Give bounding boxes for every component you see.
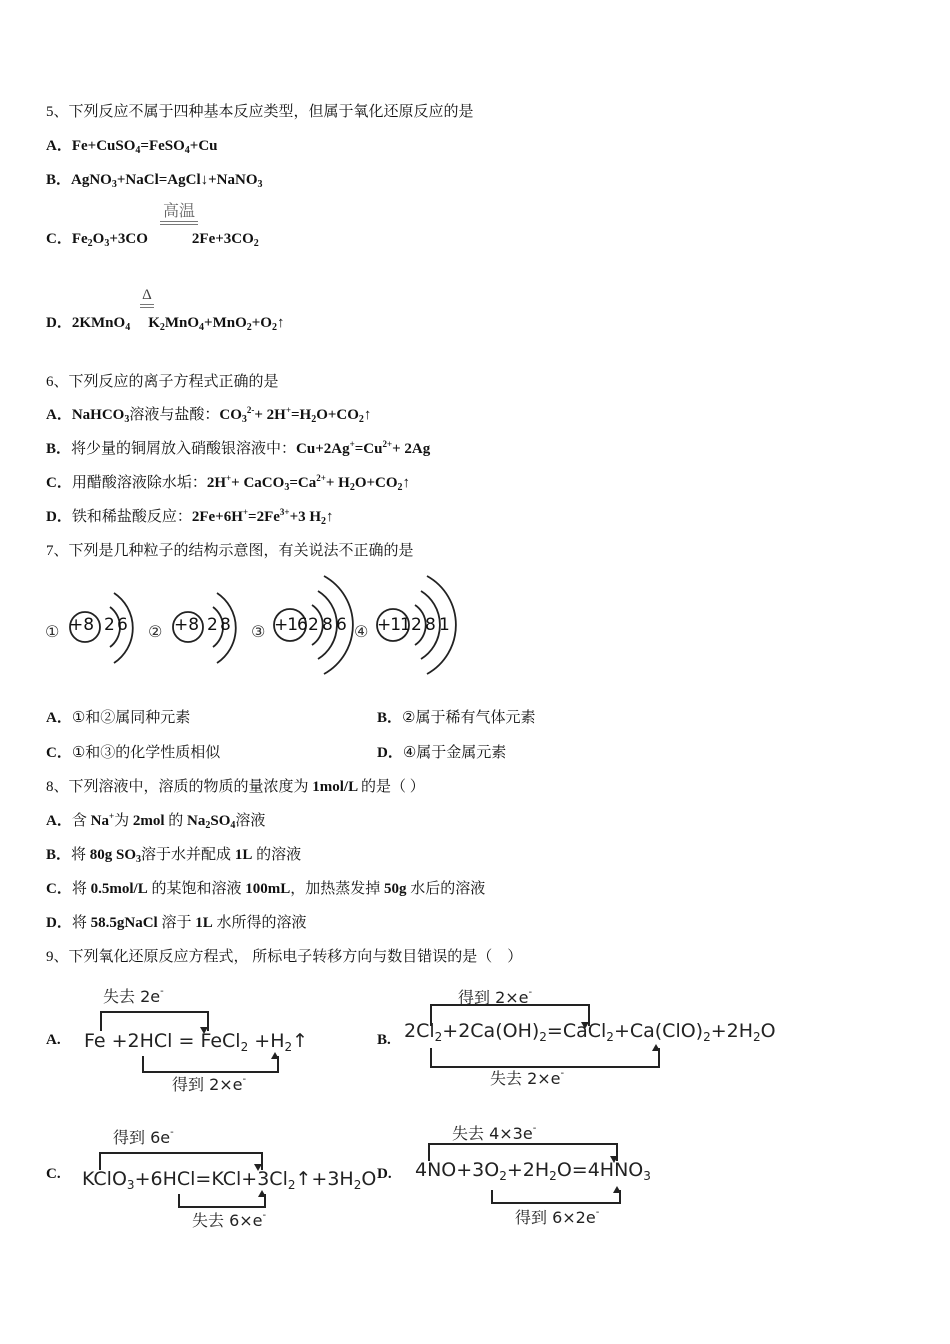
q5-option-b[interactable] xyxy=(46,170,263,190)
option-text: ①和③的化学性质相似 xyxy=(71,745,221,761)
electron-transfer-bracket-bottom xyxy=(142,1056,279,1073)
option-text: 将 0.5mol/L 的某饱和溶液 100mL，加热蒸发掉 50g 水后的溶液 xyxy=(71,881,486,897)
option-label: C． xyxy=(46,475,72,491)
q6-option-b[interactable] xyxy=(46,439,430,459)
question-5-stem: 5、下列反应不属于四种基本反应类型，但属于氧化还原反应的是 xyxy=(46,104,474,120)
nucleus-charge: +8 xyxy=(174,615,200,635)
reaction-condition-heat: Δ xyxy=(140,287,154,308)
nucleus-charge: +16 xyxy=(274,615,307,635)
particle-index: ② xyxy=(148,622,163,641)
q6-option-a[interactable] xyxy=(46,405,371,425)
option-label: D． xyxy=(377,745,403,761)
shell-electrons: 8 xyxy=(425,615,436,635)
option-text: 含 Na+为 2mol 的 $Na_2SO_4$溶液 xyxy=(71,811,266,831)
q6-option-c[interactable] xyxy=(46,473,410,493)
shell-electrons: 6 xyxy=(117,615,128,635)
particle-index: ① xyxy=(45,622,60,641)
shell-electrons: 2 xyxy=(104,615,115,635)
electron-transfer-top-label: 失去 2e- xyxy=(103,986,164,1006)
option-label: D. xyxy=(377,1166,392,1182)
formula-right: $K_2MnO_4+MnO_2+O_2↑$ xyxy=(148,315,285,333)
particle-index: ③ xyxy=(251,622,266,641)
formula-right: $2Fe+3CO_2$ xyxy=(191,231,259,249)
electron-transfer-bottom-label: 得到 6×2e- xyxy=(515,1207,600,1227)
redox-equation: Fe +2HCl = FeCl$_2$ $+H_2↑$ xyxy=(84,1030,309,1054)
subscript: 3 xyxy=(124,414,130,425)
question-9-stem: 9、下列氧化还原反应方程式， 所标电子转移方向与数目错误的是（ ） xyxy=(46,949,523,965)
q8-option-a[interactable] xyxy=(46,811,265,831)
ionic-equation: $CO_3^{2-}+$ $2H^+=H_2O+CO_2↑$ xyxy=(219,405,372,425)
arrow-up-icon xyxy=(271,1052,279,1059)
electron-transfer-bottom-label: 失去 6×e- xyxy=(192,1210,267,1230)
shell-electrons: 2 xyxy=(411,615,422,635)
formula: AgNO$_3$+NaCl=AgCl↓+NaNO$_3$ xyxy=(71,172,263,190)
option-label: C． xyxy=(46,745,72,761)
formula: NaHCO xyxy=(71,407,125,423)
question-7-stem: 7、下列是几种粒子的结构示意图，有关说法不正确的是 xyxy=(46,543,414,559)
option-label: B. xyxy=(377,1032,391,1048)
redox-equation: $4NO+3O_2+2H_2O=4HNO_3$ xyxy=(415,1159,651,1183)
electron-transfer-bottom-label: 失去 2×e- xyxy=(490,1068,565,1088)
reaction-condition-high-temp: 高温 xyxy=(160,203,198,225)
q5-option-a[interactable] xyxy=(46,136,218,156)
equals-sign-icon xyxy=(140,304,154,308)
option-label: A. xyxy=(46,1032,61,1048)
option-text: ②属于稀有气体元素 xyxy=(402,710,536,726)
electron-transfer-bracket-bottom xyxy=(178,1194,266,1208)
electron-transfer-bracket-bottom xyxy=(430,1048,660,1068)
option-text: 将少量的铜屑放入硝酸银溶液中： xyxy=(71,441,297,457)
formula: Fe+CuSO$_4$=FeSO$_4$+Cu xyxy=(71,138,218,156)
electron-transfer-bracket-top xyxy=(100,1011,209,1031)
shell-electrons: 6 xyxy=(336,615,347,635)
option-label: C． xyxy=(46,881,72,897)
redox-equation: $2Cl_2+2Ca(OH)_2=CaCl_2+Ca(ClO)_2+2H_2O$ xyxy=(404,1020,776,1044)
electron-transfer-bottom-label: 得到 2×e- xyxy=(172,1074,247,1094)
q8-option-d[interactable] xyxy=(46,913,307,933)
formula-left: 2KMnO$_4$ xyxy=(71,315,131,333)
shell-electrons: 1 xyxy=(439,615,450,635)
shell-electrons: 2 xyxy=(207,615,218,635)
nucleus-charge: +8 xyxy=(69,615,95,635)
q7-option-c[interactable] xyxy=(46,743,220,763)
option-label: B． xyxy=(46,847,72,863)
option-label: A． xyxy=(46,813,72,829)
q5-option-d[interactable] xyxy=(46,313,284,333)
option-text: 将 58.5gNaCl 溶于 1L 水所得的溶液 xyxy=(71,915,307,931)
option-label: C. xyxy=(46,1166,61,1182)
option-label: C． xyxy=(46,231,72,247)
nucleus-charge: +11 xyxy=(377,615,410,635)
ionic-equation: $2Fe+6H^+=2Fe^{3+}+3$ $H_2↑$ xyxy=(191,507,334,527)
electron-transfer-bracket-bottom xyxy=(491,1190,621,1204)
ionic-equation: $2H^++ CaCO_3=Ca^{2+}+$ $H_2O+CO_2↑$ xyxy=(206,473,411,493)
option-text: ④属于金属元素 xyxy=(402,745,507,761)
option-text: 将 80g $SO_3$溶于水并配成 1L 的溶液 xyxy=(71,847,302,865)
option-text: 铁和稀盐酸反应： xyxy=(71,509,192,525)
q7-option-a[interactable] xyxy=(46,708,190,728)
question-8-stem: 8、下列溶液中，溶质的物质的量浓度为 1mol/L 的是（ ） xyxy=(46,779,425,795)
option-label: A． xyxy=(46,710,72,726)
q5-option-c[interactable] xyxy=(46,229,259,249)
option-label: A． xyxy=(46,138,72,154)
option-label: B． xyxy=(46,172,72,188)
particle-index: ④ xyxy=(354,622,369,641)
electron-transfer-top-label: 得到 2×e- xyxy=(458,987,533,1007)
electron-transfer-top-label: 失去 4×3e- xyxy=(452,1123,537,1143)
shell-electrons: 8 xyxy=(322,615,333,635)
q7-option-d[interactable] xyxy=(377,743,506,763)
redox-equation: $KClO_3+6HCl=KCl+3Cl_2↑+3H_2O$ xyxy=(82,1168,377,1192)
option-text: 溶液与盐酸： xyxy=(129,407,220,423)
arrow-up-icon xyxy=(258,1190,266,1197)
option-text: 用醋酸溶液除水垢： xyxy=(71,475,207,491)
q6-option-d[interactable] xyxy=(46,507,334,527)
shell-electrons: 2 xyxy=(308,615,319,635)
shell-electrons: 8 xyxy=(220,615,231,635)
formula-left: $Fe_2O_3+3CO$ xyxy=(71,231,148,249)
option-label: D． xyxy=(46,509,72,525)
option-label: D． xyxy=(46,315,72,331)
arrow-up-icon xyxy=(652,1044,660,1051)
electron-transfer-top-label: 得到 6e- xyxy=(113,1127,174,1147)
q8-option-c[interactable] xyxy=(46,879,485,899)
q7-option-b[interactable] xyxy=(377,708,535,728)
ionic-equation: $Cu+2Ag^+=Cu^{2+}+ 2Ag$ xyxy=(296,439,431,457)
q8-option-b[interactable] xyxy=(46,845,301,865)
question-6-stem: 6、下列反应的离子方程式正确的是 xyxy=(46,374,279,390)
option-label: B． xyxy=(46,441,72,457)
option-label: B． xyxy=(377,710,403,726)
arrow-up-icon xyxy=(613,1186,621,1193)
option-label: D． xyxy=(46,915,72,931)
equals-sign-icon xyxy=(160,221,198,225)
option-label: A． xyxy=(46,407,72,423)
option-text: ①和②属同种元素 xyxy=(71,710,191,726)
